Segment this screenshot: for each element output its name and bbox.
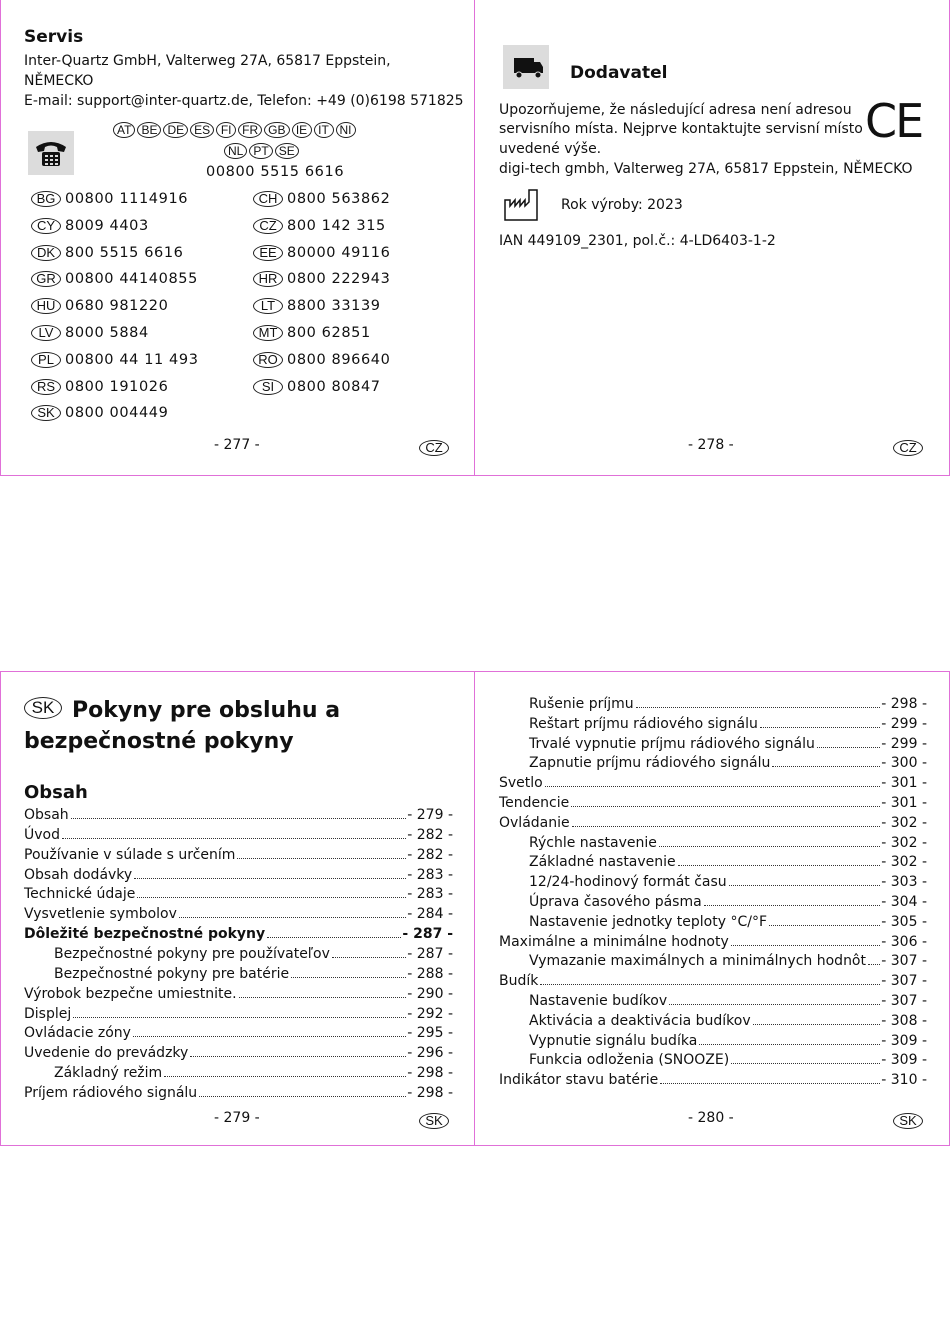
toc-entry [529,696,927,716]
page-277 [0,0,475,476]
toc-entry [24,906,453,926]
telephone-icon [28,131,74,175]
hotline-entry [31,245,184,261]
lang-badge: SK [893,1110,923,1129]
toc-entry [529,755,927,775]
country-badge: EE [253,245,283,261]
toc-entry-page: - 310 - [881,1072,927,1089]
hotline-number: 0800 896640 [287,351,391,368]
toc-leader-dots [729,885,881,886]
country-badge: NI [336,122,356,138]
toc-entry [24,926,453,946]
toc-entry-label: Obsah [24,807,69,823]
toc-entry-page: - 301 - [881,775,927,792]
toc-entry-page: - 295 - [407,1025,453,1042]
toc-entry-page: - 307 - [881,993,927,1009]
hotline-number: 8000 5884 [65,325,149,341]
toc-entry-page: - 308 - [881,1012,927,1029]
page-280 [474,671,950,1146]
toc-leader-dots [540,984,880,985]
shared-hotline-number: 00800 5515 6616 [206,164,345,180]
toc-entry [24,847,453,867]
hotline-number: 0800 004449 [65,405,169,422]
hotline-number: 800 5515 6616 [65,244,184,261]
page-number: - 277 - [214,437,260,453]
toc-leader-dots [760,727,880,728]
toc-entry-page: - 288 - [407,965,453,982]
hotline-entry [253,325,371,341]
hotline-entry [31,191,188,207]
toc-entry-page: - 298 - [407,1084,453,1101]
toc-entry [54,966,453,986]
toc-entry-label: Vysvetlenie symbolov [24,906,177,923]
service-address-line2: NĚMECKO [24,73,94,89]
country-badge: ES [190,122,214,138]
country-badge: SK [31,405,61,421]
toc-entry-label: Nastavenie budíkov [529,993,668,1009]
country-badge: PT [249,143,272,159]
toc-entry-page: - 300 - [881,755,927,772]
toc-entry-label: Používanie v súlade s určením [24,846,236,863]
toc-entry-label: Bezpečnostné pokyny pre batérie [54,965,290,982]
toc-entry [24,986,453,1006]
toc-leader-dots [237,858,406,859]
toc-leader-dots [636,707,881,708]
country-badge: LV [31,325,61,341]
toc-leader-dots [772,766,880,767]
toc-entry [499,815,927,835]
toc-leader-dots [704,905,881,906]
toc-entry [24,886,453,906]
toc-leader-dots [179,917,406,918]
toc-leader-dots [659,846,880,847]
toc-leader-dots [62,838,406,839]
supplier-address: digi-tech gmbh, Valterweg 27A, 65817 Eppstein, NĚMECKO [499,161,913,177]
hotline-number: 8800 33139 [287,298,381,315]
country-badge: LT [253,298,283,314]
page-number: - 280 - [688,1110,734,1126]
toc-leader-dots [164,1076,406,1077]
toc-entry-label: Základné nastavenie [529,854,676,871]
country-badge: NL [224,143,247,159]
factory-icon [503,188,541,226]
toc-entry-page: - 298 - [881,696,927,712]
toc-entry [529,993,927,1013]
toc-leader-dots [669,1004,880,1005]
toc-leader-dots [332,957,406,958]
toc-entry [24,1085,453,1105]
toc-entry-page: - 306 - [881,933,927,950]
toc-entry [24,1006,453,1026]
toc-entry-label: Funkcia odloženia (SNOOZE) [529,1052,730,1069]
country-badge: IE [292,122,312,138]
hotline-entry [253,218,386,234]
country-badges-row2 [224,143,299,159]
toc-entry [529,914,927,934]
toc-entry [54,946,453,966]
country-badge: AT [113,122,135,138]
toc-entry-label: Budík [499,973,539,990]
toc-leader-dots [753,1024,881,1025]
hotline-entry [31,218,149,234]
toc-entry-page: - 305 - [881,913,927,930]
country-badge: BG [31,191,61,207]
toc-entry-label: Obsah dodávky [24,866,133,883]
toc-entry-page: - 304 - [881,894,927,910]
country-badge: BE [137,122,161,138]
hotline-entry [31,405,168,421]
ian-line: IAN 449109_2301, pol.č.: 4-LD6403-1-2 [499,233,776,249]
toc-leader-dots [133,1036,406,1037]
hotline-entry [253,271,390,287]
toc-entry-label: Ovládanie [499,814,570,831]
country-badge: FI [216,122,236,138]
toc-leader-dots [699,1044,880,1045]
country-badge: CZ [253,218,283,234]
toc-entry [529,1013,927,1033]
toc-entry [24,1045,453,1065]
hotline-number: 00800 44 11 493 [65,351,199,368]
toc-entry [529,1052,927,1072]
hotline-number: 0800 222943 [287,271,391,288]
hotline-number: 800 62851 [287,325,371,341]
toc-entry [529,716,927,736]
toc-heading: Obsah [24,782,88,803]
toc-entry-label: Úprava časového pásma [529,894,702,910]
toc-entry-label: Uvedenie do prevádzky [24,1045,189,1062]
toc-entry-label: 12/24-hodinový formát času [529,874,727,891]
toc-entry-page: - 303 - [881,874,927,891]
country-badge: IT [314,122,334,138]
hotline-entry [253,191,390,207]
toc-leader-dots [868,964,880,965]
page-278 [474,0,950,476]
toc-entry [499,973,927,993]
toc-entry-page: - 307 - [881,953,927,970]
supplier-heading: Dodavatel [570,63,668,83]
lang-badge: CZ [419,437,449,456]
toc-leader-dots [731,945,880,946]
toc-leader-dots [239,997,407,998]
hotline-number: 0800 80847 [287,378,381,395]
toc-entry-label: Aktivácia a deaktivácia budíkov [529,1012,751,1029]
page-279 [0,671,475,1146]
toc-entry [529,894,927,914]
toc-entry-page: - 283 - [407,886,453,903]
country-badge: SE [275,143,299,159]
page-number: - 279 - [214,1110,260,1126]
hotline-number: 8009 4403 [65,217,149,234]
toc-entry-label: Bezpečnostné pokyny pre používateľov [54,945,330,962]
toc-entry-page: - 301 - [881,795,927,811]
country-badge: DE [163,122,188,138]
toc-leader-dots [545,786,881,787]
toc-entry-page: - 302 - [881,854,927,871]
notice-line2: servisního místa. Nejprve kontaktujte servisní místo [499,121,863,137]
toc-entry [499,934,927,954]
hotline-entry [253,379,381,395]
toc-entry-label: Vymazanie maximálnych a minimálnych hodnôt [529,953,866,970]
toc-entry-page: - 299 - [881,735,927,752]
toc-entry-label: Základný režim [54,1065,163,1082]
toc-entry-page: - 282 - [407,846,453,863]
toc-entry-label: Nastavenie jednotky teploty °C/°F [529,913,768,930]
hotline-entry [31,352,199,368]
toc-entry-label: Maximálne a minimálne hodnoty [499,933,729,950]
toc-entry [529,835,927,855]
hotline-number: 0800 563862 [287,191,391,207]
toc-entry-label: Príjem rádiového signálu [24,1084,198,1101]
country-badge: SI [253,379,283,395]
toc-entry-page: - 309 - [881,1052,927,1069]
toc-entry-page: - 292 - [407,1005,453,1022]
toc-entry-label: Výrobok bezpečne umiestnite. [24,985,237,1002]
title-line2: bezpečnostné pokyny [24,729,294,754]
country-badge: CY [31,218,61,234]
country-badge: PL [31,352,61,368]
toc-entry [499,1072,927,1092]
toc-entry-label: Zapnutie príjmu rádiového signálu [529,755,771,772]
toc-entry-page: - 287 - [402,926,453,943]
title-lang-badge: SK [24,697,62,719]
toc-entry-label: Ovládacie zóny [24,1025,131,1042]
title-line1: Pokyny pre obsluhu a [72,698,341,723]
toc-leader-dots [190,1056,406,1057]
country-badge: FR [238,122,262,138]
toc-entry-label: Rušenie príjmu [529,696,634,712]
hotline-number: 00800 44140855 [65,271,198,288]
hotline-number: 800 142 315 [287,217,386,234]
page-number: - 278 - [688,437,734,453]
toc-entry-label: Displej [24,1005,72,1022]
toc-entry-page: - 283 - [407,866,453,883]
toc-entry-page: - 299 - [881,715,927,732]
country-badge: DK [31,245,61,261]
toc-entry [24,807,453,827]
hotline-number: 0680 981220 [65,298,169,315]
truck-icon [503,45,549,89]
country-badge: HR [253,271,283,287]
lang-badge: SK [419,1110,449,1129]
toc-leader-dots [571,806,880,807]
toc-entry [499,775,927,795]
toc-leader-dots [291,977,406,978]
toc-entry [24,867,453,887]
country-badge: RO [253,352,283,368]
toc-entry [529,953,927,973]
toc-entry-label: Technické údaje [24,886,136,903]
toc-entry-label: Tendencie [499,795,570,811]
toc-leader-dots [660,1083,880,1084]
toc-leader-dots [731,1063,880,1064]
toc-entry-label: Reštart príjmu rádiového signálu [529,715,758,732]
toc-entry [529,854,927,874]
toc-leader-dots [137,897,406,898]
toc-entry-label: Vypnutie signálu budíka [529,1032,698,1049]
toc-entry-page: - 307 - [881,973,927,990]
country-badge: RS [31,379,61,395]
toc-leader-dots [73,1017,406,1018]
country-badges-row1 [113,122,356,138]
toc-leader-dots [769,925,880,926]
hotline-number: 00800 1114916 [65,191,189,207]
toc-entry [24,1025,453,1045]
toc-leader-dots [572,826,881,827]
toc-entry-page: - 282 - [407,826,453,843]
toc-entry-label: Indikátor stavu batérie [499,1072,659,1089]
toc-leader-dots [267,937,401,938]
toc-entry [529,1033,927,1053]
toc-entry-label: Trvalé vypnutie príjmu rádiového signálu [529,735,815,752]
toc-entry [24,827,453,847]
lang-badge: CZ [893,437,923,456]
toc-entry-page: - 290 - [407,985,453,1002]
toc-entry-page: - 287 - [407,945,453,962]
hotline-entry [31,379,168,395]
notice-line1: Upozorňujeme, že následující adresa není adresou [499,102,852,118]
hotline-entry [31,298,168,314]
toc-leader-dots [817,747,880,748]
service-address-line1: Inter-Quartz GmbH, Valterweg 27A, 65817 Eppstein, [24,53,391,69]
toc-leader-dots [678,865,881,866]
toc-entry-page: - 302 - [881,834,927,851]
country-badge: GR [31,271,61,287]
toc-entry-label: Svetlo [499,775,543,792]
toc-entry-label: Úvod [24,826,60,843]
hotline-entry [253,352,390,368]
toc-entry-page: - 296 - [407,1045,453,1062]
toc-entry-page: - 279 - [407,807,453,823]
manufacture-year: Rok výroby: 2023 [561,197,683,213]
hotline-number: 80000 49116 [287,244,391,261]
country-badge: MT [253,325,283,341]
service-heading: Servis [24,27,84,47]
ce-mark: CE [865,94,923,148]
hotline-entry [31,325,149,341]
toc-entry-label: Rýchle nastavenie [529,834,657,851]
toc-entry-label: Dôležité bezpečnostné pokyny [24,926,266,943]
hotline-entry [253,245,390,261]
toc-entry-page: - 309 - [881,1032,927,1049]
notice-line3: uvedené výše. [499,141,602,157]
toc-entry [529,874,927,894]
toc-entry-page: - 298 - [407,1065,453,1082]
toc-entry [499,795,927,815]
toc-entry [529,736,927,756]
toc-leader-dots [71,818,407,819]
service-contact-line: E-mail: support@inter-quartz.de, Telefon: +49 (0)6198 571825 [24,93,464,109]
toc-leader-dots [199,1096,406,1097]
hotline-entry [253,298,381,314]
toc-entry [54,1065,453,1085]
country-badge: GB [264,122,289,138]
hotline-entry [31,271,198,287]
toc-entry-page: - 302 - [881,814,927,831]
toc-leader-dots [134,878,406,879]
country-badge: HU [31,298,61,314]
country-badge: CH [253,191,283,207]
hotline-number: 0800 191026 [65,378,169,395]
toc-entry-page: - 284 - [407,906,453,923]
